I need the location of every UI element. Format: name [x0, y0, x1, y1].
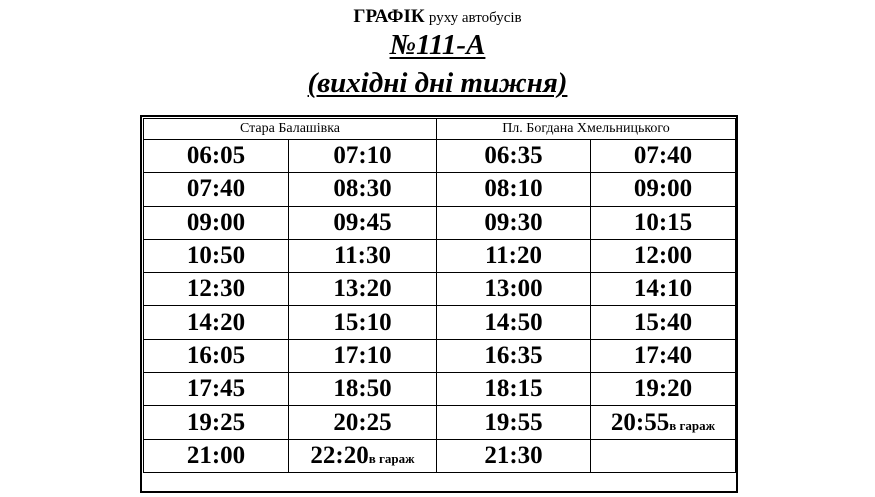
departure-cell [591, 306, 736, 339]
departure-cell [437, 373, 591, 406]
departure-time: 09:00 [186, 208, 246, 236]
departure-cell [289, 173, 437, 206]
departure-time: 08:30 [333, 175, 392, 203]
table-row [144, 373, 736, 406]
departure-cell [289, 439, 437, 472]
departure-time: 16:05 [186, 341, 246, 369]
departure-time: 10:50 [186, 242, 246, 270]
departure-cell [591, 339, 736, 372]
departure-cell [437, 273, 591, 306]
table-row [144, 306, 736, 339]
departure-cell [144, 140, 289, 173]
departure-time: 19:55 [484, 408, 543, 436]
route-number: №111-А [389, 29, 486, 61]
departure-cell [289, 406, 437, 439]
departure-cell [144, 206, 289, 239]
departure-cell [289, 273, 437, 306]
departure-time: 20:25 [333, 408, 392, 436]
departure-time: 21:30 [484, 441, 543, 469]
departure-time: 15:10 [333, 308, 392, 336]
departure-cell [437, 306, 591, 339]
departure-cell [289, 373, 437, 406]
departure-time: 21:00 [186, 441, 246, 469]
departure-time: 17:10 [333, 341, 392, 369]
departure-time: 07:40 [633, 142, 693, 170]
departure-time: 20:55 [610, 408, 670, 436]
departure-time: 19:25 [186, 408, 246, 436]
departure-time: 14:20 [186, 308, 246, 336]
departure-cell [591, 373, 736, 406]
departure-time: 08:10 [484, 175, 543, 203]
departure-cell [437, 406, 591, 439]
departure-cell [591, 239, 736, 272]
schedule-title [0, 6, 875, 28]
stop-from: Стара Балашівка [144, 119, 437, 140]
departure-cell [289, 140, 437, 173]
departure-time: 11:20 [485, 242, 542, 270]
departure-cell [437, 173, 591, 206]
departure-time: 10:15 [633, 208, 693, 236]
departure-cell [144, 339, 289, 372]
stops-header-row [144, 119, 736, 140]
departure-time: 12:30 [186, 275, 246, 303]
table-row [144, 273, 736, 306]
table-row [144, 206, 736, 239]
departure-cell [289, 339, 437, 372]
departure-time: 15:40 [633, 308, 693, 336]
schedule-title-bold: ГРАФІК [353, 6, 425, 27]
departure-time: 07:10 [333, 142, 392, 170]
departure-cell [591, 406, 736, 439]
departure-time: 11:30 [334, 242, 391, 270]
departure-cell [591, 439, 736, 472]
days-of-week: (вихідні дні тижня) [307, 67, 568, 99]
departure-cell [591, 206, 736, 239]
departure-cell [591, 140, 736, 173]
stop-to: Пл. Богдана Хмельницького [437, 119, 736, 140]
departure-cell [289, 206, 437, 239]
departure-cell [591, 173, 736, 206]
departure-time: 14:50 [484, 308, 543, 336]
departure-time: 16:35 [484, 341, 543, 369]
schedule-table [143, 118, 736, 473]
table-row [144, 173, 736, 206]
table-row [144, 339, 736, 372]
departure-note: в гараж [368, 450, 415, 466]
departure-time: 17:45 [186, 375, 246, 403]
departure-cell [437, 339, 591, 372]
departure-cell [591, 273, 736, 306]
departure-cell [289, 306, 437, 339]
departure-time: 14:10 [633, 275, 693, 303]
schedule-title-rest: руху автобусів [428, 10, 522, 26]
departure-time: 22:20 [310, 441, 369, 469]
table-row [144, 439, 736, 472]
table-row [144, 140, 736, 173]
departure-time: 09:30 [484, 208, 543, 236]
departure-cell [437, 239, 591, 272]
departure-cell [144, 239, 289, 272]
departure-cell [289, 239, 437, 272]
departure-cell [144, 173, 289, 206]
departure-time: 09:45 [333, 208, 392, 236]
departure-cell [144, 373, 289, 406]
departure-time: 17:40 [633, 341, 693, 369]
departure-cell [144, 273, 289, 306]
departure-cell [144, 406, 289, 439]
departure-time: 12:00 [633, 242, 693, 270]
departure-time: 13:20 [333, 275, 392, 303]
departure-time: 06:35 [484, 142, 543, 170]
table-row [144, 239, 736, 272]
departure-cell [144, 306, 289, 339]
departure-cell [144, 439, 289, 472]
departure-time: 13:00 [484, 275, 543, 303]
departure-time: 18:50 [333, 375, 392, 403]
departure-cell [437, 206, 591, 239]
departure-cell [437, 439, 591, 472]
departure-time: 09:00 [633, 175, 693, 203]
departure-time: 06:05 [186, 142, 246, 170]
departure-cell [437, 140, 591, 173]
departure-time: 18:15 [484, 375, 543, 403]
departure-time: 19:20 [633, 375, 693, 403]
table-row [144, 406, 736, 439]
departure-time: 07:40 [186, 175, 246, 203]
departure-note: в гараж [669, 417, 716, 433]
